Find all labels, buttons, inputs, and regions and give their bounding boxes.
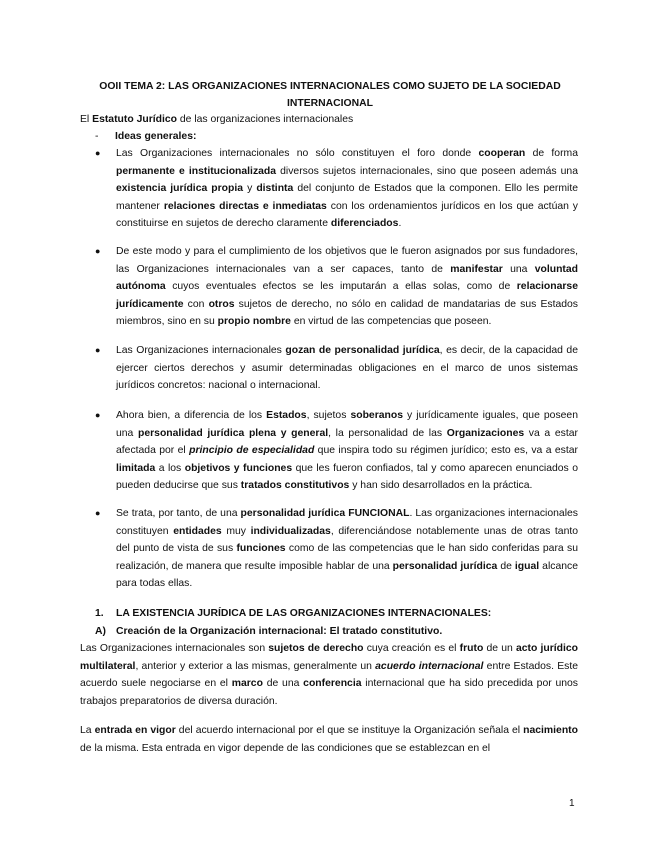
bullet-icon: ● bbox=[95, 246, 101, 256]
bullet-text: Ahora bien, a diferencia de los Estados, sujetos soberanos y jurídicamente iguales, que poseen una personalidad jurídica plena y general, la personalidad de las Organizaciones va a estar afectada por el principio de especialidad que inspira todo su régimen jurídico; esto es, va a estar limitada a los objetivos y funciones que les fueron confiados, tal y como aparecen enunciados o pueden deducirse que sus tratados constitutivos y han sido desarrollados en la práctica. bbox=[116, 410, 578, 492]
bullet-icon: ● bbox=[95, 410, 101, 420]
intro-text-end: de las organizaciones internacionales bbox=[177, 114, 354, 125]
section-title: LA EXISTENCIA JURÍDICA DE LAS ORGANIZACIONES INTERNACIONALES: bbox=[116, 608, 492, 619]
paragraph: La entrada en vigor del acuerdo internacional por el que se instituye la Organización señala el nacimiento de la misma. Esta entrada en vigor depende de las condiciones que se establezcan en el bbox=[80, 725, 578, 754]
bullet-icon: ● bbox=[95, 148, 101, 158]
intro-text: El bbox=[80, 114, 93, 125]
bullet-icon: ● bbox=[95, 508, 101, 518]
dash-label: Ideas generales: bbox=[115, 131, 197, 142]
subsection-number: A) bbox=[95, 626, 106, 637]
bullet-icon: ● bbox=[95, 345, 101, 355]
intro-bold: Estatuto Jurídico bbox=[92, 114, 178, 125]
bullet-text: Las Organizaciones internacionales no sólo constituyen el foro donde cooperan de forma permanente e institucionalizada diversos sujetos internacionales, sino que poseen además una existencia jurídica propia y distinta del conjunto de Estados que la componen. Ello les permite mantener relaciones directas e inmediatas con los ordenamientos jurídicos en los que actúan y constituirse en sujetos de derecho claramente diferenciados. bbox=[116, 148, 578, 230]
bullet-text: De este modo y para el cumplimiento de los objetivos que le fueron asignados por sus fundadores, las Organizaciones internacionales van a ser capaces, tanto de manifestar una voluntad autónoma cuyos eventuales efectos se les imputarán a ellas solas, como de relacionarse jurídicamente con otros sujetos de derecho, no sólo en calidad de mandatarias de sus Estados miembros, sino en su propio nombre en virtud de las competencias que poseen. bbox=[116, 246, 579, 328]
dash-mark: - bbox=[95, 131, 99, 142]
paragraph: Las Organizaciones internacionales son sujetos de derecho cuya creación es el fruto de un acto jurídico multilateral, anterior y exterior a las mismas, generalmente un acuerdo internacional entre Estados. Este acuerdo suele negociarse en el marco de una conferencia internacional que ha sido precedida por unos trabajos preparatorios de diversa duración. bbox=[80, 643, 579, 707]
section-number: 1. bbox=[95, 608, 104, 619]
intro-line bbox=[80, 111, 353, 129]
page-number: 1 bbox=[569, 798, 575, 809]
bullet-text: Las Organizaciones internacionales gozan de personalidad jurídica, es decir, de la capacidad de ejercer ciertos derechos y asumir determinadas obligaciones en el marco de unos sistemas jurídicos concretos: nacional o internacional. bbox=[116, 345, 578, 392]
subsection-title: Creación de la Organización internacional: El tratado constitutivo. bbox=[116, 626, 443, 637]
bullet-text: Se trata, por tanto, de una personalidad jurídica FUNCIONAL. Las organizaciones internacionales constituyen entidades muy individualizadas, diferenciándose notablemente unas de otras tanto del punto de vista de sus funciones como de las competencias que le han sido conferidas para su realización, de manera que resulte imposible hablar de una personalidad jurídica de igual alcance para todas ellas. bbox=[116, 508, 579, 590]
page-title: OOII TEMA 2: LAS ORGANIZACIONES INTERNACIONALES COMO SUJETO DE LA SOCIEDAD INTERNACIONAL bbox=[99, 81, 561, 109]
